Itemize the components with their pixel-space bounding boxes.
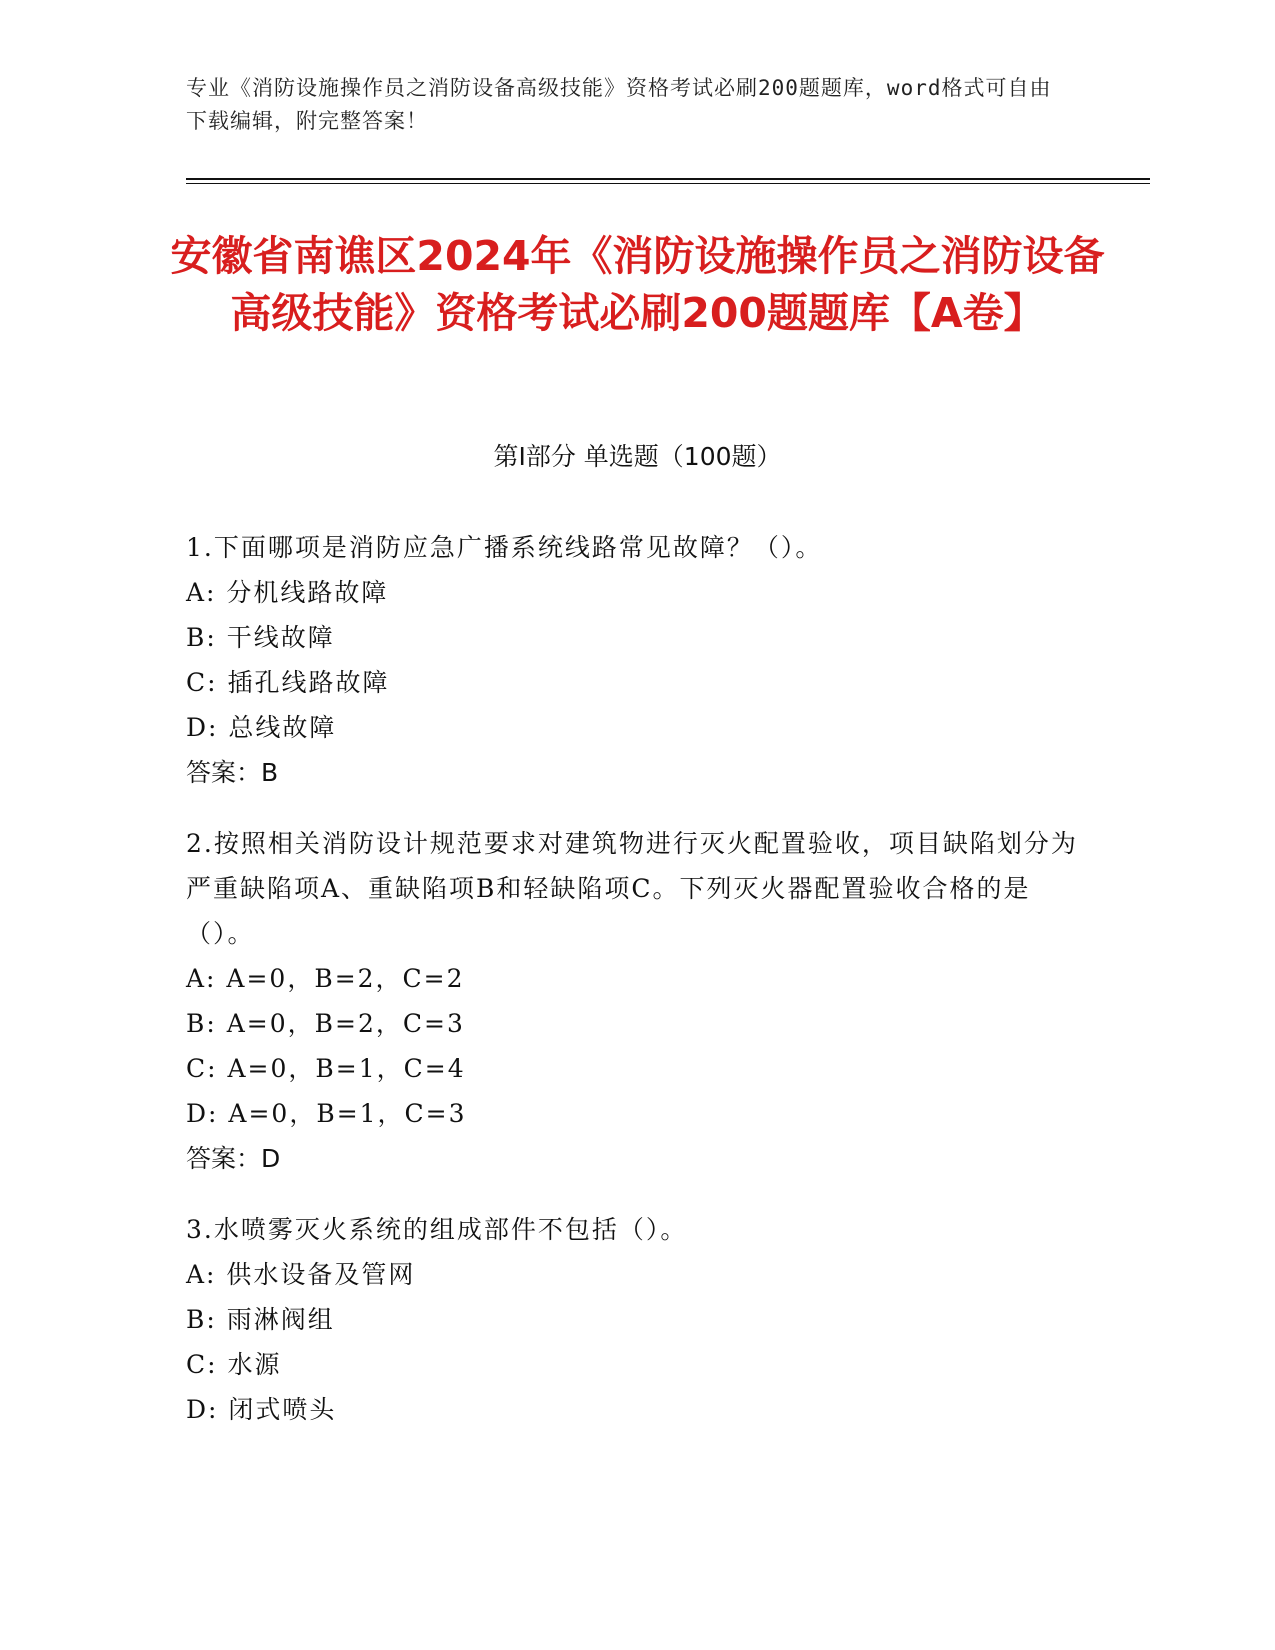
option-d: D: 闭式喷头	[186, 1395, 337, 1424]
option-b: B: A=0，B=2，C=3	[186, 1009, 465, 1038]
answer: 答案：D	[186, 1144, 281, 1173]
question-2	[186, 821, 1086, 1181]
option-b: B: 雨淋阀组	[186, 1305, 335, 1334]
question-stem: 2.按照相关消防设计规范要求对建筑物进行灭火配置验收，项目缺陷划分为严重缺陷项A、重缺陷项B和轻缺陷项C。下列灭火器配置验收合格的是（）。	[186, 829, 1078, 948]
option-b: B: 干线故障	[186, 623, 335, 652]
option-a: A: 分机线路故障	[186, 578, 389, 607]
question-3	[186, 1207, 1086, 1432]
question-list	[186, 525, 1086, 1458]
option-a: A: A=0，B=2，C=2	[186, 964, 465, 993]
question-stem: 3.水喷雾灭火系统的组成部件不包括（）。	[186, 1215, 688, 1244]
question-stem: 1.下面哪项是消防应急广播系统线路常见故障？（）。	[186, 533, 823, 562]
header-note: 专业《消防设施操作员之消防设备高级技能》资格考试必刷200题题库，word格式可自由下载编辑，附完整答案！	[186, 76, 1052, 133]
option-d: D: 总线故障	[186, 713, 337, 742]
answer: 答案：B	[186, 758, 279, 787]
section-title: 第Ⅰ部分 单选题（100题）	[493, 442, 782, 471]
option-c: C: A=0，B=1，C=4	[186, 1054, 466, 1083]
option-c: C: 水源	[186, 1350, 282, 1379]
option-c: C: 插孔线路故障	[186, 668, 390, 697]
header-rule-thin	[186, 183, 1150, 184]
option-d: D: A=0，B=1，C=3	[186, 1099, 467, 1128]
document-title: 安徽省南谯区2024年《消防设施操作员之消防设备高级技能》资格考试必刷200题题库【A卷】	[170, 232, 1105, 337]
header-rule-thick	[186, 178, 1150, 180]
question-1	[186, 525, 1086, 795]
option-a: A: 供水设备及管网	[186, 1260, 416, 1289]
